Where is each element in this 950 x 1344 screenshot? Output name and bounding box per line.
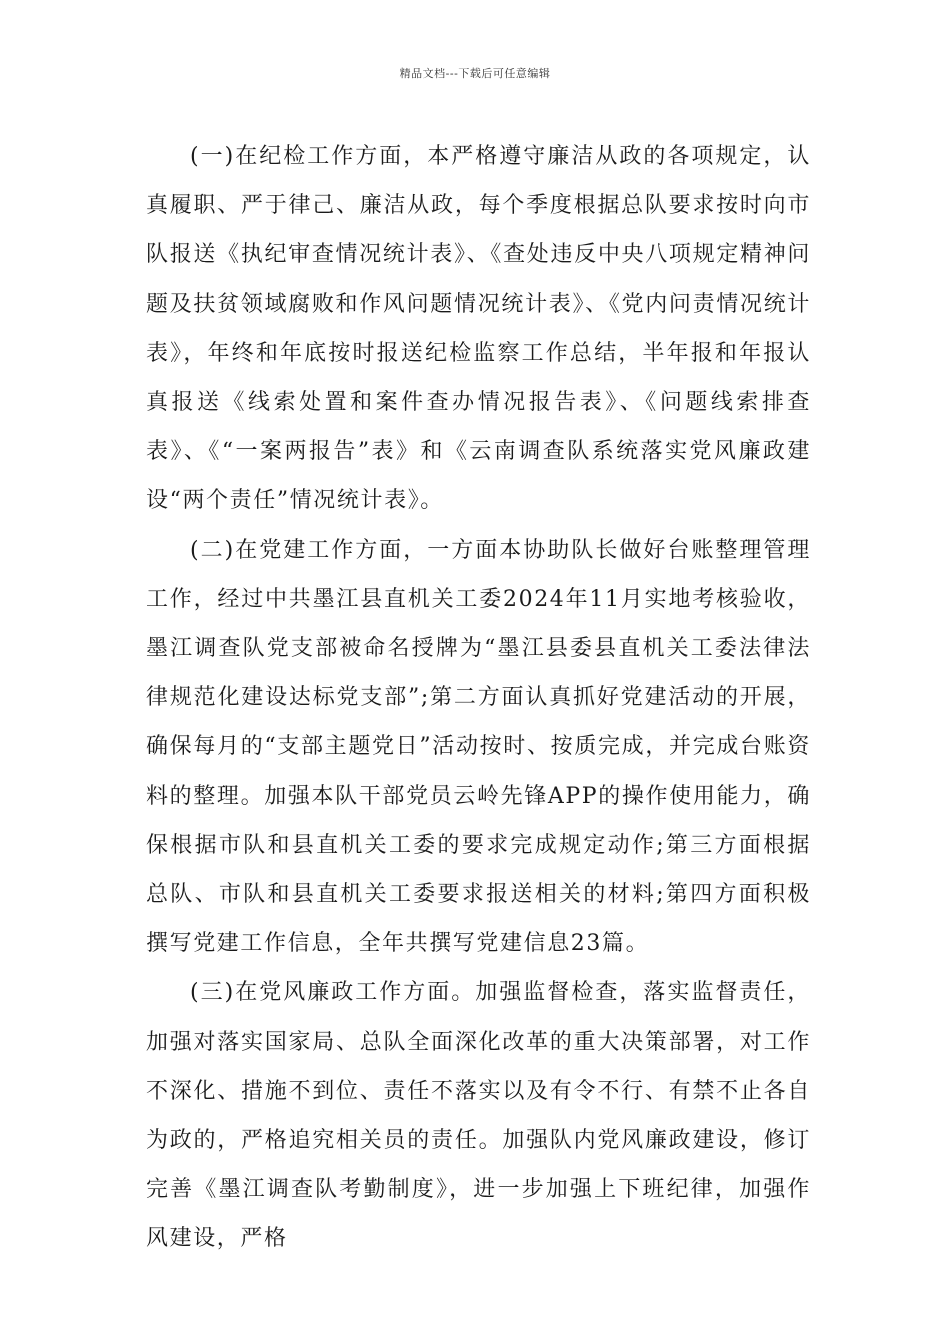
document-body [146,132,811,1264]
paragraph-clean-government: (三)在党风廉政工作方面。加强监督检查，落实监督责任，加强对落实国家局、总队全面深化改革的重大决策部署，对工作不深化、措施不到位、责任不落实以及有令不行、有禁不止各自为政的，严格追究相关员的责任。加强队内党风廉政建设，修订完善《墨江调查队考勤制度》，进一步加强上下班纪律，加强作风建设，严格 [146,980,811,1252]
page-header-note: 精品文档---下载后可任意编辑 [399,67,551,80]
paragraph-party-building: (二)在党建工作方面，一方面本协助队长做好台账整理管理工作，经过中共墨江县直机关工委2024年11月实地考核验收，墨江调查队党支部被命名授牌为“墨江县委县直机关工委法律法律规范化建设达标党支部”;第二方面认真抓好党建活动的开展，确保每月的“支部主题党日”活动按时、按质完成，并完成台账资料的整理。加强本队干部党员云岭先锋APP的操作使用能力，确保根据市队和县直机关工委的要求完成规定动作;第三方面根据总队、市队和县直机关工委要求报送相关的材料;第四方面积极撰写党建工作信息，全年共撰写党建信息23篇。 [146,537,811,957]
paragraph-discipline-inspection: (一)在纪检工作方面，本严格遵守廉洁从政的各项规定，认真履职、严于律己、廉洁从政，每个季度根据总队要求按时向市队报送《执纪审查情况统计表》、《查处违反中央八项规定精神问题及扶贫领域腐败和作风问题情况统计表》、《党内问责情况统计表》，年终和年底按时报送纪检监察工作总结，半年报和年报认真报送《线索处置和案件查办情况报告表》、《问题线索排查表》、《“一案两报告”表》和《云南调查队系统落实党风廉政建设“两个责任”情况统计表》。 [146,144,811,514]
